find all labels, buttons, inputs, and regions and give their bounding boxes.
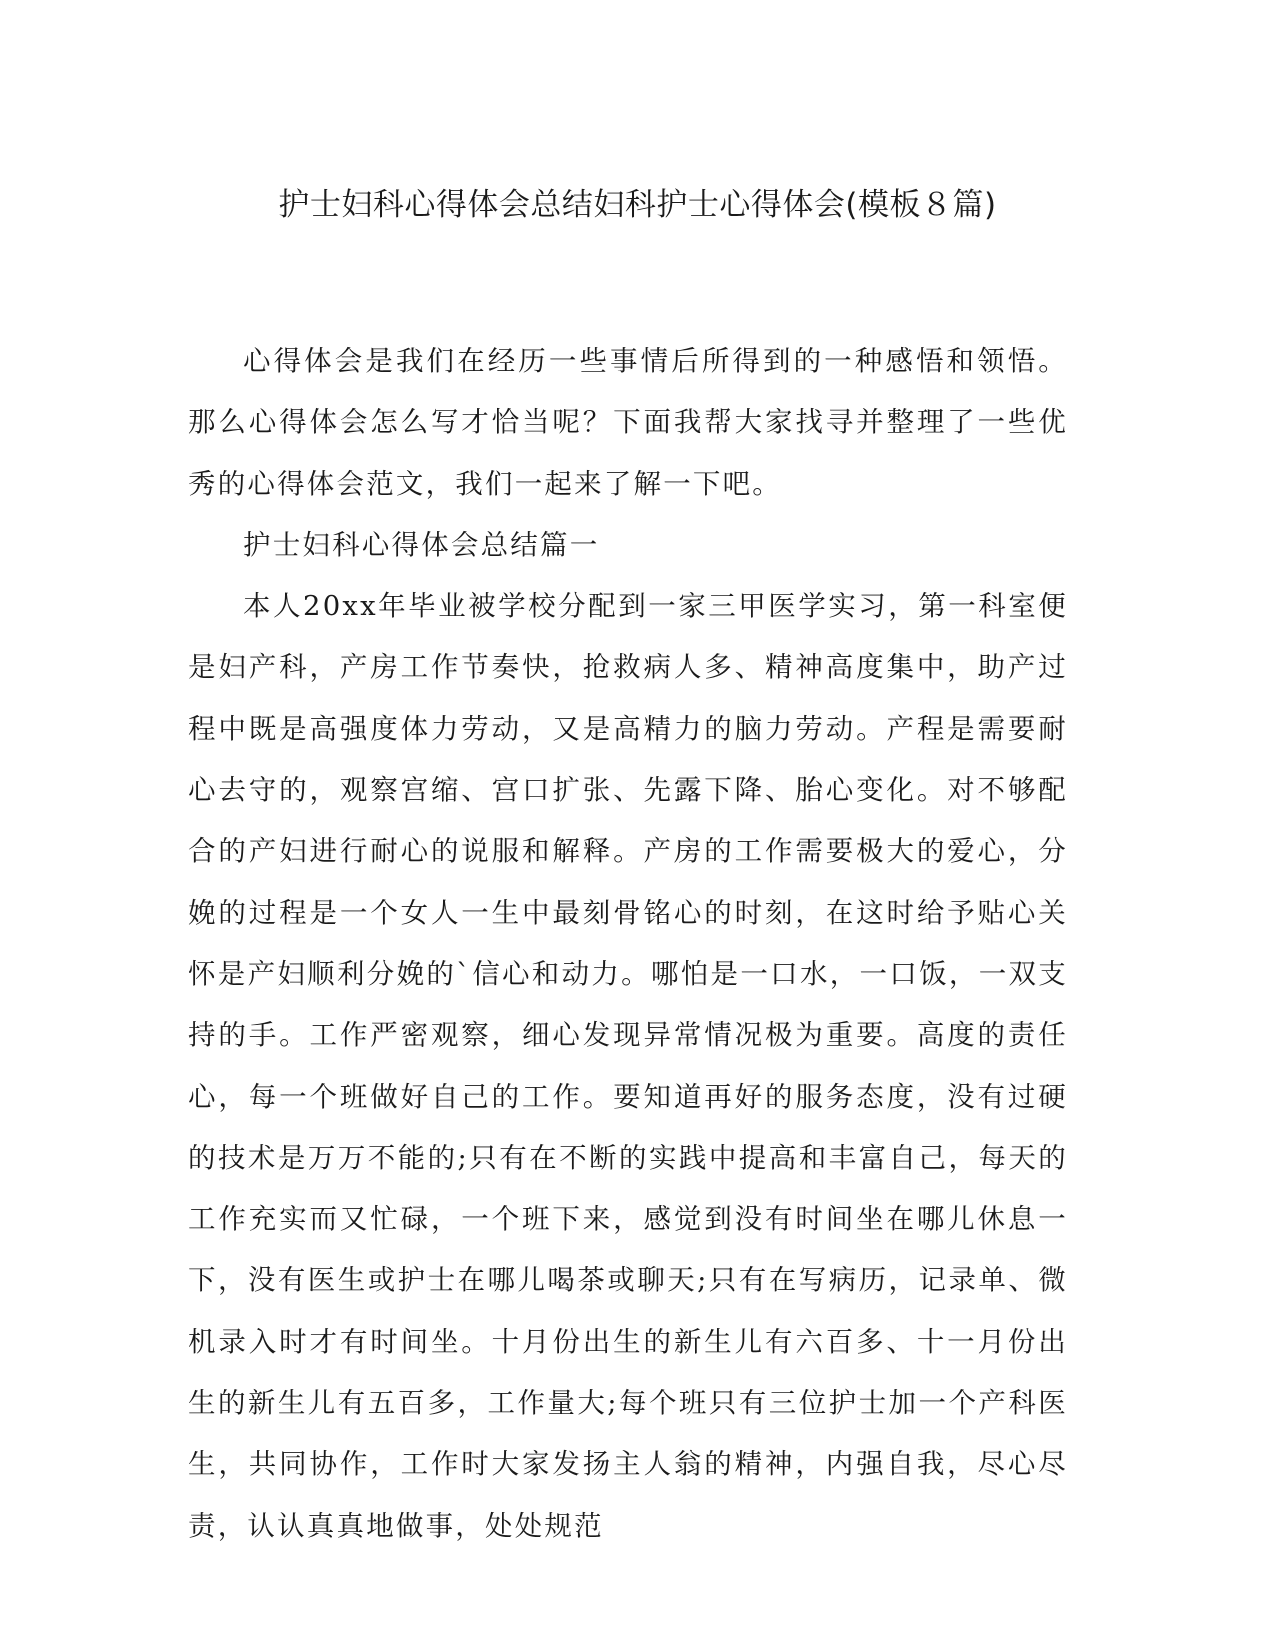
document-title: 护士妇科心得体会总结妇科护士心得体会(模板８篇): [278, 187, 997, 223]
body-paragraph: 本人20xx年毕业被学校分配到一家三甲医学实习，第一科室便是妇产科，产房工作节奏快，抢救病人多、精神高度集中，助产过程中既是高强度体力劳动，又是高精力的脑力劳动。产程是需要耐心去守的，观察宫缩、宫口扩张、先露下降、胎心变化。对不够配合的产妇进行耐心的说服和解释。产房的工作需要极大的爱心，分娩的过程是一个女人一生中最刻骨铭心的时刻，在这时给予贴心关怀是产妇顺利分娩的`信心和动力。哪怕是一口水，一口饭，一双支持的手。工作严密观察，细心发现异常情况极为重要。高度的责任心，每一个班做好自己的工作。要知道再好的服务态度，没有过硬的技术是万万不能的;只有在不断的实践中提高和丰富自己，每天的工作充实而又忙碌，一个班下来，感觉到没有时间坐在哪儿休息一下，没有医生或护士在哪儿喝茶或聊天;只有在写病历，记录单、微机录入时才有时间坐。十月份出生的新生儿有六百多、十一月份出生的新生儿有五百多，工作量大;每个班只有三位护士加一个产科医生，共同协作，工作时大家发扬主人翁的精神，内强自我，尽心尽责，认认真真地做事，处处规范: [188, 590, 1068, 1542]
section-heading: 护士妇科心得体会总结篇一: [243, 528, 600, 561]
intro-paragraph: 心得体会是我们在经历一些事情后所得到的一种感悟和领悟。那么心得体会怎么写才恰当呢？下面我帮大家找寻并整理了一些优秀的心得体会范文，我们一起来了解一下吧。: [188, 345, 1068, 500]
document-body: [188, 331, 1068, 1557]
